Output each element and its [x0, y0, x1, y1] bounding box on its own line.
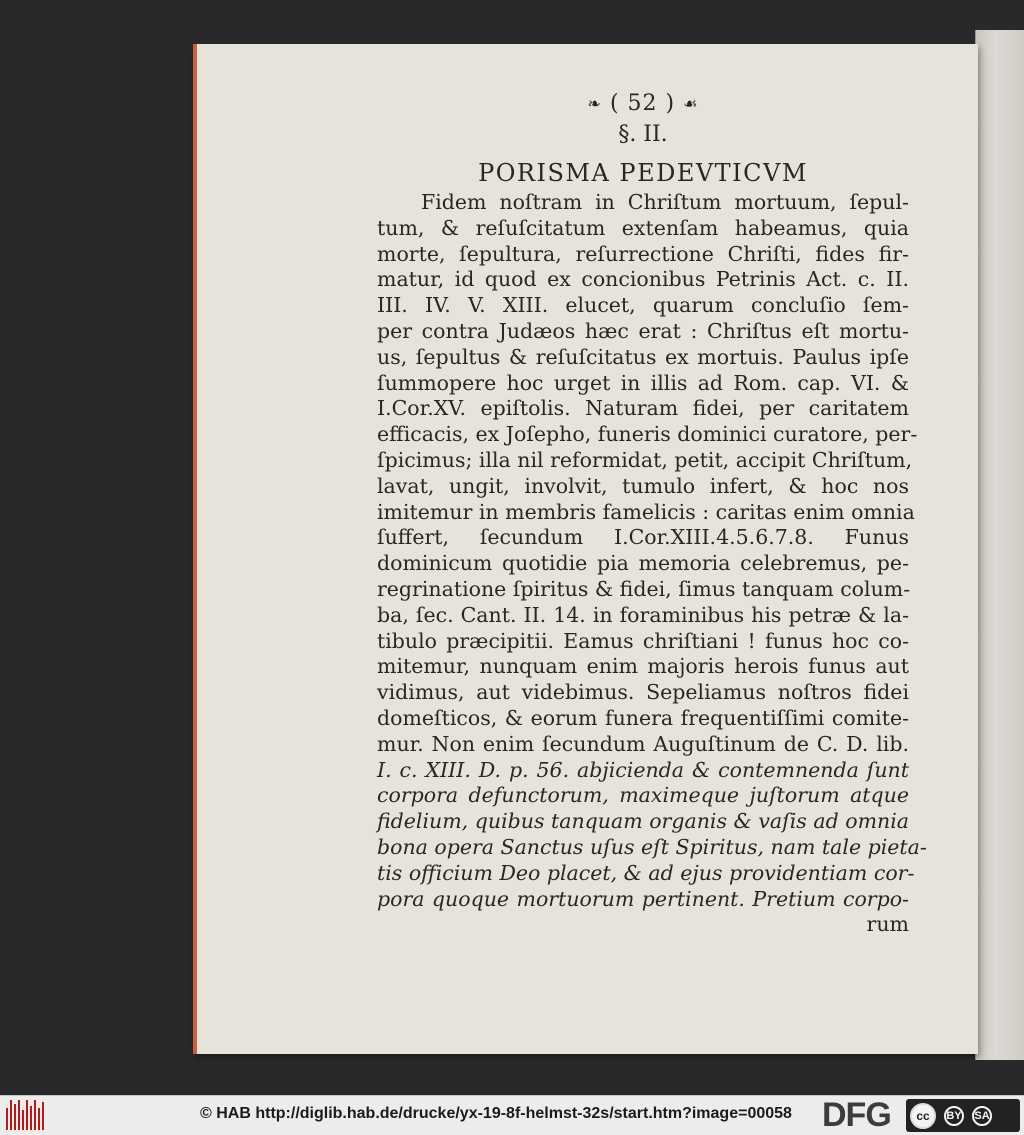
text-line: fidelium, quibus tanquam organis & vaſis ad omnia [377, 809, 909, 834]
text-line: morte, ſepultura, reſurrectione Chriſti, fides fir- [377, 241, 909, 266]
ornament-left-icon: ❧ [587, 94, 602, 113]
book-page [193, 44, 978, 1054]
text-line: ſpicimus; illa nil reformidat, petit, accipit Chriſtum, [377, 447, 913, 472]
text-line: I. c. XIII. D. p. 56. abjicienda & contemnenda ſunt [377, 757, 909, 782]
text-line: imitemur in membris famelicis : caritas enim omnia [377, 499, 915, 524]
text-line: efficacis, ex Joſepho, funeris dominici curatore, per- [377, 422, 918, 447]
text-line: lavat, ungit, involvit, tumulo infert, & hoc nos [377, 473, 909, 498]
text-line: domeſticos, & eorum funera frequentiſſimi comite- [377, 705, 909, 730]
text-line: III. IV. V. XIII. elucet, quarum concluſio ſem- [377, 293, 909, 318]
text-line: ba, ſec. Cant. II. 14. in foraminibus his petræ & la- [377, 602, 909, 627]
body-text [377, 190, 927, 938]
text-line: tibulo præcipitii. Eamus chriſtiani ! funus hoc co- [377, 628, 909, 653]
text-line: pora quoque mortuorum pertinent. Pretium corpo- [377, 886, 909, 911]
text-line: mitemur, nunquam enim majoris herois funus aut [377, 654, 909, 679]
running-header [377, 90, 909, 118]
page-title: PORISMA PEDEVTICVM [478, 159, 808, 187]
text-line: tis officium Deo placet, & ad ejus providentiam cor- [377, 860, 915, 885]
sa-icon: SA [972, 1106, 992, 1126]
next-page-edge [975, 30, 1024, 1060]
text-line: vidimus, aut videbimus. Sepeliamus noſtros fidei [377, 680, 909, 705]
text-line: matur, id quod ex concionibus Petrinis Act. c. II. [377, 267, 909, 292]
text-line: dominicum quotidie pia memoria celebremus, pe- [377, 551, 909, 576]
page-number: ( 52 ) [609, 91, 676, 116]
text-line: Fidem noſtram in Chriſtum mortuum, ſepul- [421, 190, 909, 214]
catchword: rum [866, 912, 909, 937]
cc-icon: cc [910, 1103, 936, 1129]
text-line: regrinatione ſpiritus & fidei, ſimus tanquam colum- [377, 576, 911, 601]
by-icon: BY [944, 1106, 964, 1126]
citation-link[interactable]: © HAB http://diglib.hab.de/drucke/yx-19-8f-helmst-32s/start.htm?image=00058 [200, 1105, 792, 1122]
text-line: bona opera Sanctus uſus eſt Spiritus, nam tale pieta- [377, 834, 927, 859]
text-line: corpora defunctorum, maximeque juſtorum atque [377, 783, 909, 808]
page-text-block [377, 90, 927, 938]
text-line: I.Cor.XV. epiſtolis. Naturam fidei, per caritatem [377, 396, 909, 421]
text-line: us, ſepultus & reſuſcitatus ex mortuis. Paulus ipſe [377, 344, 909, 369]
section-number: §. II. [618, 122, 668, 147]
dfg-logo[interactable]: DFG [822, 1096, 891, 1134]
ornament-right-icon: ☙ [683, 94, 699, 113]
text-line: mur. Non enim ſecundum Auguſtinum de C. D. lib. [377, 731, 909, 756]
hab-logo-icon[interactable] [6, 1100, 46, 1130]
text-line: ſummopere hoc urget in illis ad Rom. cap. VI. & [377, 370, 909, 395]
footer-bar [0, 1095, 1024, 1135]
text-line: per contra Judæos hæc erat : Chriſtus eſt mortu- [377, 318, 909, 343]
text-line: ſuffert, ſecundum I.Cor.XIII.4.5.6.7.8. Funus [377, 525, 909, 550]
cc-by-sa-icon[interactable] [906, 1099, 1020, 1132]
text-line: tum, & reſuſcitatum extenſam habeamus, quia [377, 215, 909, 240]
